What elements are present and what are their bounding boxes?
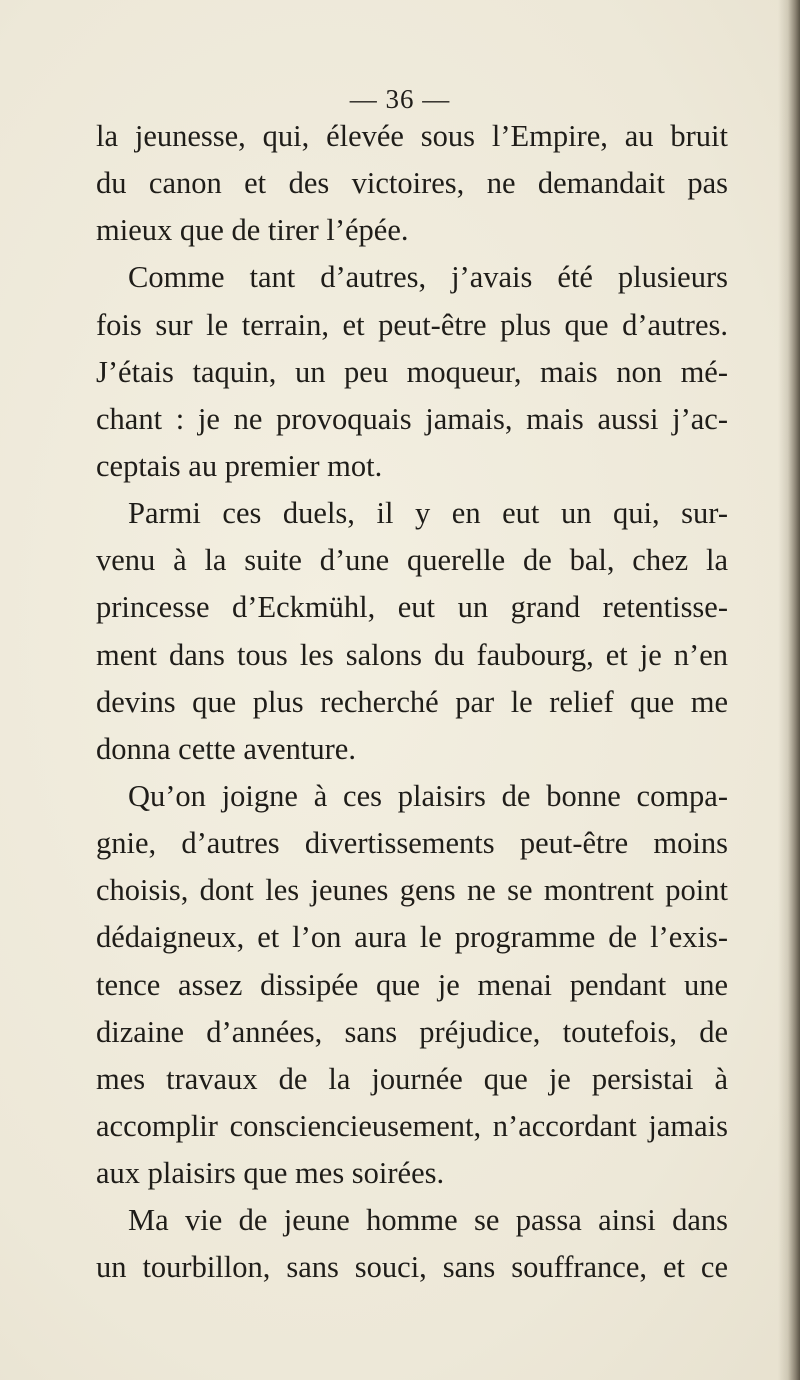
text-line: accomplir consciencieusement, n’accordant jamais bbox=[96, 1108, 728, 1143]
text-line: Parmi ces duels, il y en eut un qui, sur- bbox=[128, 496, 728, 531]
text-line: venu à la suite d’une querelle de bal, chez la bbox=[96, 543, 728, 578]
text-line: ment dans tous les salons du faubourg, et je n’en bbox=[96, 637, 728, 672]
body-text bbox=[96, 113, 728, 1292]
text-line: dizaine d’années, sans préjudice, toutefois, de bbox=[96, 1014, 728, 1049]
text-line: Ma vie de jeune homme se passa ainsi dans bbox=[128, 1203, 728, 1238]
text-line: devins que plus recherché par le relief que me bbox=[96, 684, 728, 719]
page-edge-shadow bbox=[778, 0, 800, 1380]
text-line: chant : je ne provoquais jamais, mais aussi j’ac- bbox=[96, 401, 728, 436]
text-line: un tourbillon, sans souci, sans souffrance, et ce bbox=[96, 1250, 728, 1285]
text-line: gnie, d’autres divertissements peut-être moins bbox=[96, 826, 728, 861]
text-line: mes travaux de la journée que je persistai à bbox=[96, 1061, 728, 1096]
page-number: — 36 — bbox=[349, 84, 451, 114]
text-line: Comme tant d’autres, j’avais été plusieurs bbox=[128, 260, 728, 295]
text-line: dédaigneux, et l’on aura le programme de l’exis- bbox=[96, 920, 728, 955]
text-line: J’étais taquin, un peu moqueur, mais non mé- bbox=[96, 354, 728, 389]
text-line: du canon et des victoires, ne demandait pas bbox=[96, 166, 728, 201]
text-line: la jeunesse, qui, élevée sous l’Empire, au bruit bbox=[96, 119, 728, 153]
text-line: fois sur le terrain, et peut-être plus que d’autres. bbox=[96, 307, 728, 342]
text-line: princesse d’Eckmühl, eut un grand retentisse- bbox=[96, 590, 728, 625]
text-line: Qu’on joigne à ces plaisirs de bonne compa- bbox=[128, 778, 728, 813]
text-line: donna cette aventure. bbox=[96, 731, 356, 766]
text-line: choisis, dont les jeunes gens ne se montrent point bbox=[96, 873, 728, 908]
text-line: mieux que de tirer l’épée. bbox=[96, 213, 409, 248]
text-line: ceptais au premier mot. bbox=[96, 448, 383, 483]
text-line: tence assez dissipée que je menai pendant une bbox=[96, 967, 728, 1002]
text-line: aux plaisirs que mes soirées. bbox=[96, 1156, 445, 1191]
